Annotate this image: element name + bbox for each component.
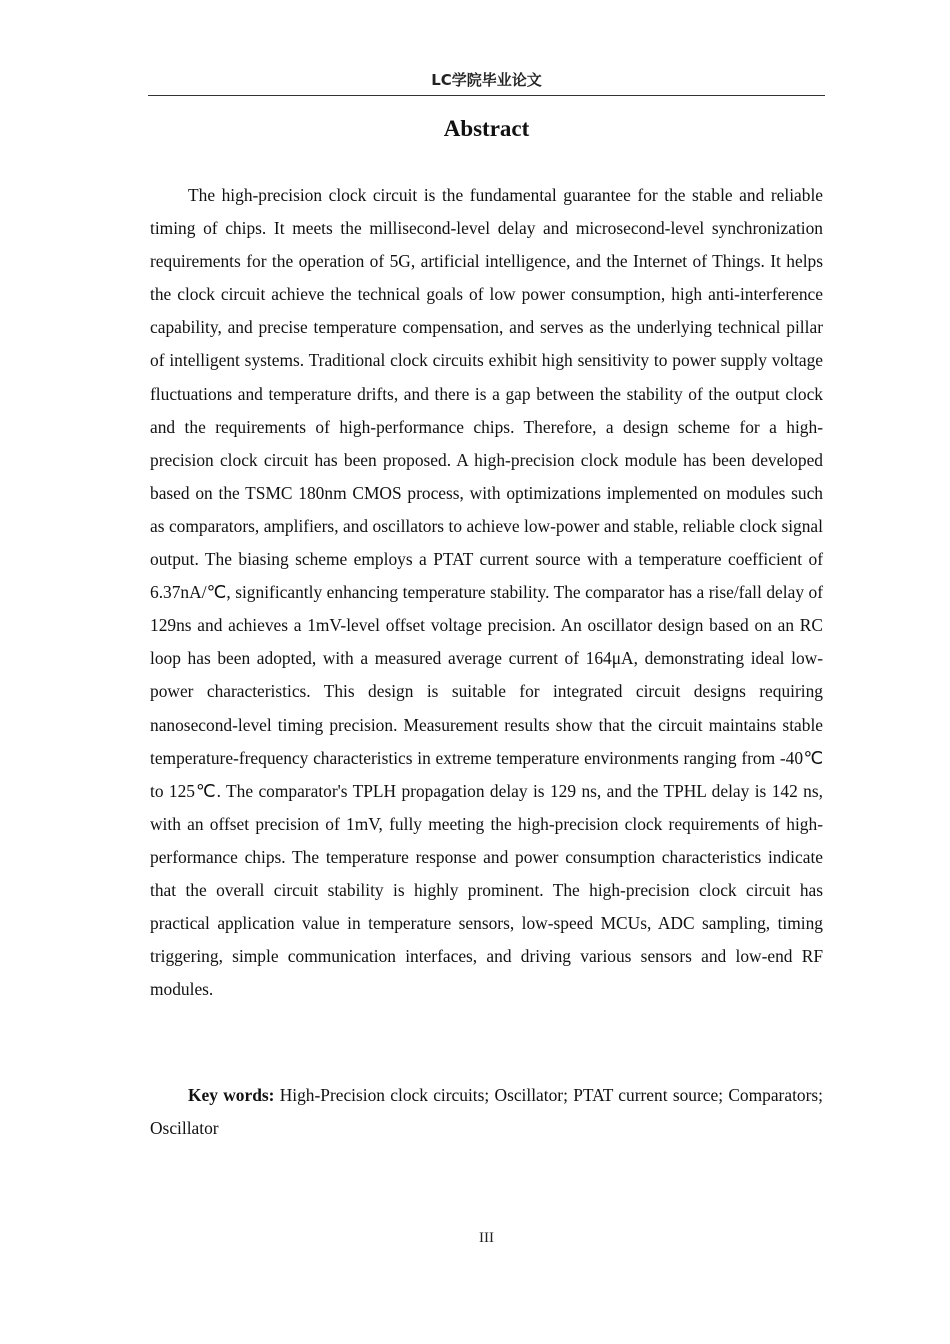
header-divider xyxy=(148,95,825,96)
keywords-text: High-Precision clock circuits; Oscillator; PTAT current source; Comparators; Oscillator xyxy=(150,1085,823,1138)
abstract-body: The high-precision clock circuit is the fundamental guarantee for the stable and reliable timing of chips. It meets the millisecond-level delay and microsecond-level synchronization requirements for the operation of 5G, artificial intelligence, and the Internet of Things. It helps the clock circuit achieve the technical goals of low power consumption, high anti-interference capability, and precise temperature compensation, and serves as the underlying technical pillar of intelligent systems. Traditional clock circuits exhibit high sensitivity to power supply voltage fluctuations and temperature drifts, and there is a gap between the stability of the output clock and the requirements of high-performance chips. Therefore, a design scheme for a high-precision clock circuit has been proposed. A high-precision clock module has been developed based on the TSMC 180nm CMOS process, with optimizations implemented on modules such as comparators, amplifiers, and oscillators to achieve low-power and stable, reliable clock signal output. The biasing scheme employs a PTAT current source with a temperature coefficient of 6.37nA/℃, significantly enhancing temperature stability. The comparator has a rise/fall delay of 129ns and achieves a 1mV-level offset voltage precision. An oscillator design based on an RC loop has been adopted, with a measured average current of 164μA, demonstrating ideal low-power characteristics. This design is suitable for integrated circuit designs requiring nanosecond-level timing precision. Measurement results show that the circuit maintains stable temperature-frequency characteristics in extreme temperature environments ranging from -40℃ to 125℃. The comparator's TPLH propagation delay is 129 ns, and the TPHL delay is 142 ns, with an offset precision of 1mV, fully meeting the high-precision clock requirements of high-performance chips. The temperature response and power consumption characteristics indicate that the overall circuit stability is highly prominent. The high-precision clock circuit has practical application value in temperature sensors, low-speed MCUs, ADC sampling, timing triggering, simple communication interfaces, and driving various sensors and low-end RF modules. xyxy=(150,185,823,1000)
keywords-label: Key words: xyxy=(188,1085,275,1105)
keywords-paragraph xyxy=(150,1079,823,1145)
page-number: III xyxy=(479,1230,494,1246)
running-header: LC学院毕业论文 xyxy=(431,71,542,89)
abstract-title: Abstract xyxy=(443,116,530,141)
